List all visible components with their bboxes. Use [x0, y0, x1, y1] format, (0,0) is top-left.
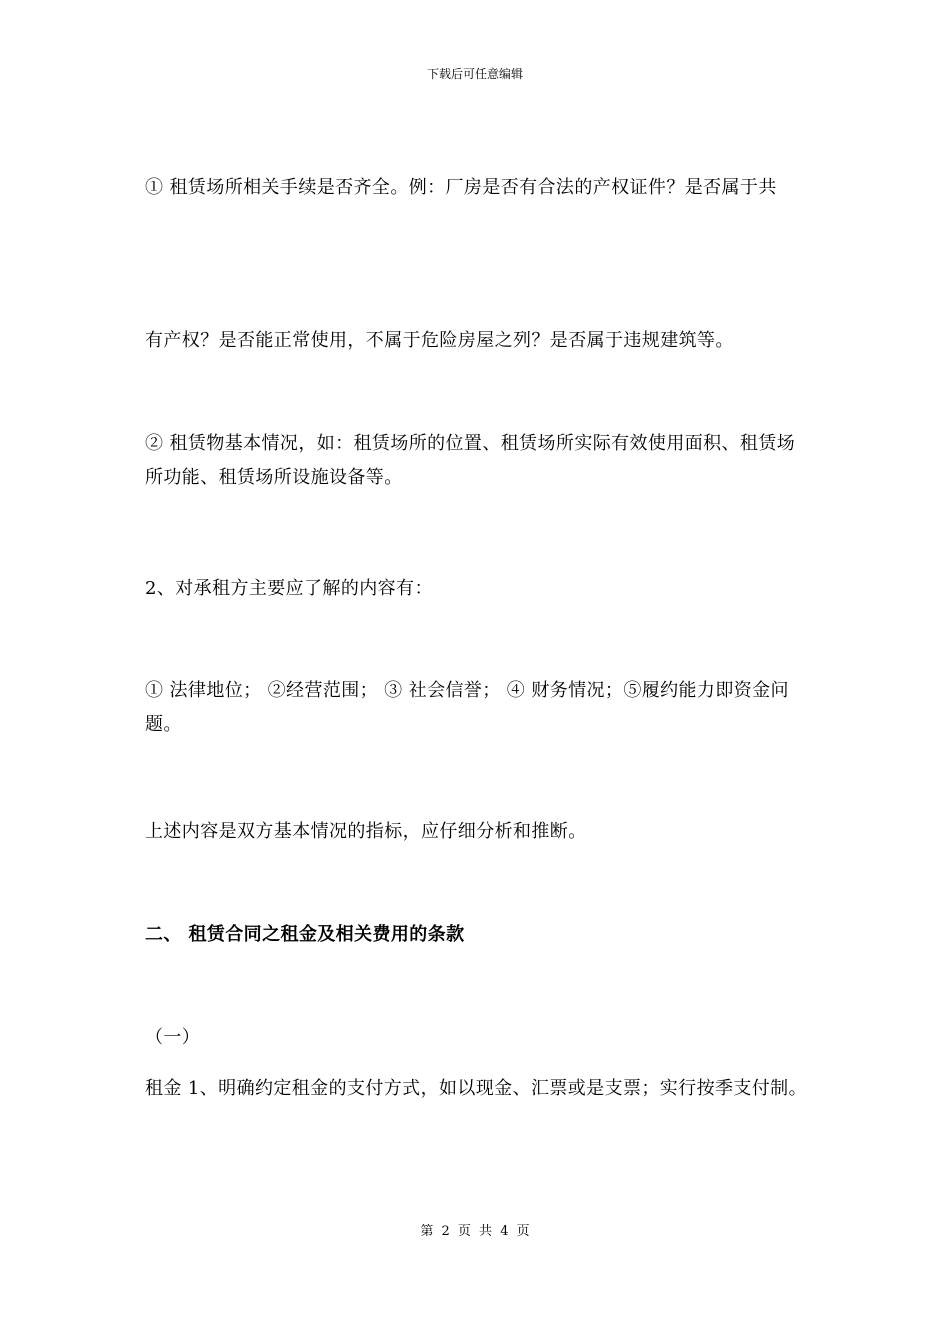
paragraph-summary: 上述内容是双方基本情况的指标，应仔细分析和推断。 — [145, 821, 587, 842]
page-header: 下载后可任意编辑 — [426, 67, 523, 81]
page-footer: 第 2 页 共 4 页 — [420, 1224, 530, 1239]
paragraph-lessee-items: ① 法律地位； ②经营范围； ③ 社会信誉； ④ 财务情况；⑤履约能力即资金问题。 — [145, 680, 789, 735]
paragraph-premises-procedures: ① 租赁场所相关手续是否齐全。例：厂房是否有合法的产权证件？是否属于共 — [145, 177, 777, 198]
paragraph-property-rights: 有产权？是否能正常使用，不属于危险房屋之列？是否属于违规建筑等。 — [145, 330, 734, 351]
paragraph-lessee-intro: 2、对承租方主要应了解的内容有： — [145, 578, 433, 599]
subsection-label: （一） — [145, 1027, 201, 1048]
section-heading-rent-terms: 二、 租赁合同之租金及相关费用的条款 — [145, 924, 465, 945]
paragraph-rent-payment: 租金 1、明确约定租金的支付方式，如以现金、汇票或是支票；实行按季支付制。 — [145, 1078, 807, 1099]
paragraph-leased-property-info: ② 租赁物基本情况，如：租赁场所的位置、租赁场所实际有效使用面积、租赁场所功能、租赁场所设施设备等。 — [145, 433, 796, 488]
